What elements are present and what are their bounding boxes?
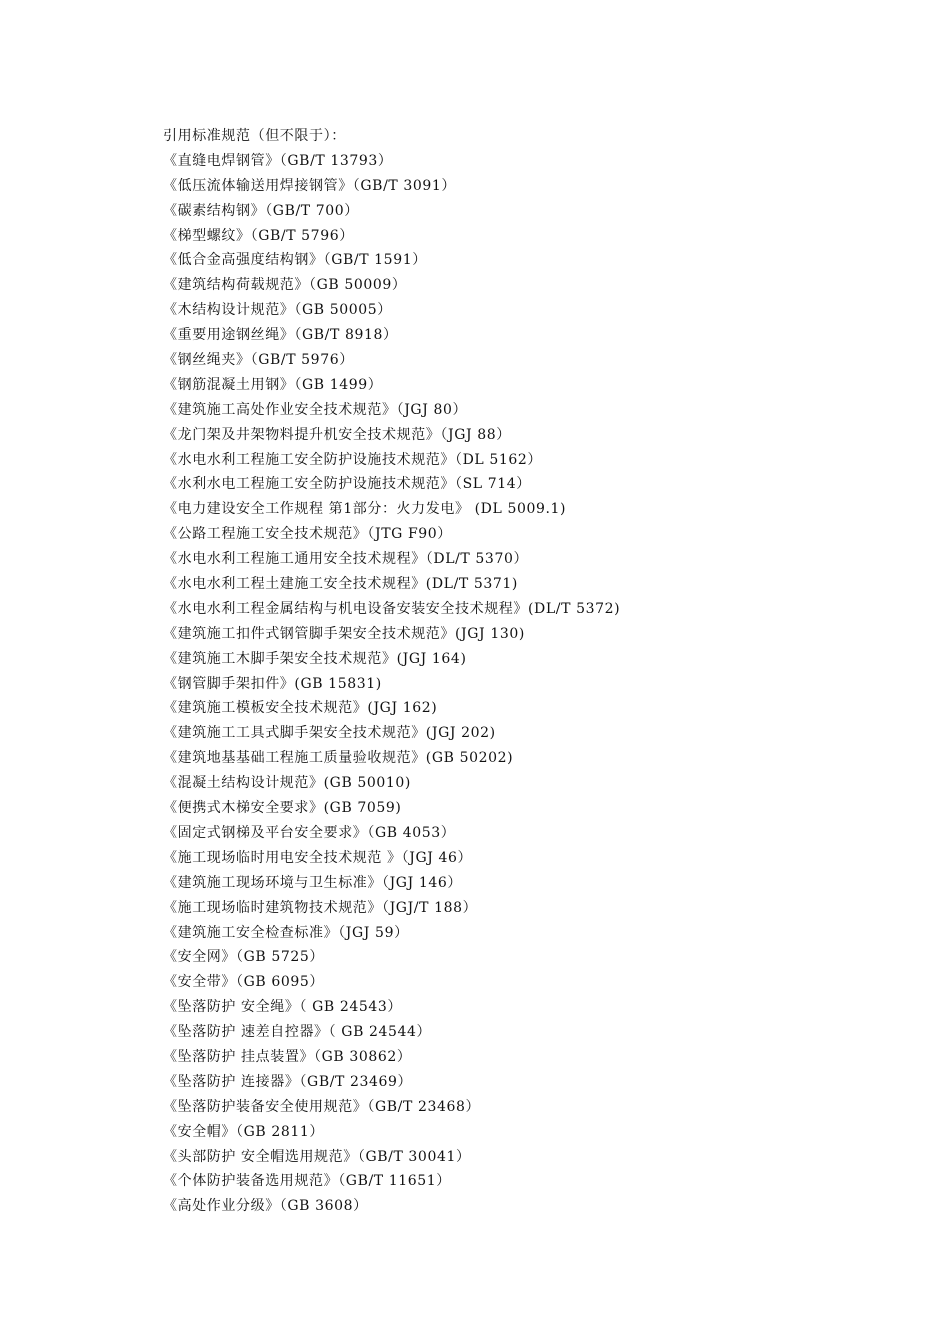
standard-item: 《低压流体输送用焊接钢管》（GB/T 3091） bbox=[163, 177, 457, 194]
standard-item: 《龙门架及井架物料提升机安全技术规范》（JGJ 88） bbox=[163, 426, 511, 443]
standard-item: 《梯型螺纹》（GB/T 5796） bbox=[163, 227, 354, 244]
standard-item: 《碳素结构钢》（GB/T 700） bbox=[163, 202, 359, 219]
standard-item: 《电力建设安全工作规程 第1部分：火力发电》 (DL 5009.1) bbox=[163, 501, 567, 518]
standard-item: 《建筑施工高处作业安全技术规范》（JGJ 80） bbox=[163, 401, 468, 418]
standard-item: 《头部防护 安全帽选用规范》（GB/T 30041） bbox=[163, 1148, 471, 1165]
standard-item: 《公路工程施工安全技术规范》（JTG F90） bbox=[163, 526, 452, 543]
standard-item: 《施工现场临时建筑物技术规范》（JGJ/T 188） bbox=[163, 899, 478, 916]
standard-item: 《固定式钢梯及平台安全要求》（GB 4053） bbox=[163, 824, 456, 841]
standard-item: 《建筑施工工具式脚手架安全技术规范》(JGJ 202) bbox=[163, 725, 496, 742]
standard-item: 《建筑施工木脚手架安全技术规范》(JGJ 164) bbox=[163, 650, 467, 667]
standard-item: 《钢管脚手架扣件》(GB 15831) bbox=[163, 675, 382, 692]
standard-item: 《安全带》（GB 6095） bbox=[163, 974, 324, 991]
standard-item: 《建筑结构荷载规范》（GB 50009） bbox=[163, 277, 407, 294]
standard-item: 《便携式木梯安全要求》(GB 7059) bbox=[163, 800, 402, 817]
standard-item: 《水电水利工程金属结构与机电设备安装安全技术规程》(DL/T 5372) bbox=[163, 600, 621, 617]
standard-item: 《高处作业分级》（GB 3608） bbox=[163, 1198, 368, 1215]
standard-item: 《建筑施工安全检查标准》（JGJ 59） bbox=[163, 924, 409, 941]
standard-item: 《安全帽》（GB 2811） bbox=[163, 1123, 324, 1140]
standard-item: 《木结构设计规范》（GB 50005） bbox=[163, 302, 392, 319]
standard-item: 《水电水利工程土建施工安全技术规程》(DL/T 5371) bbox=[163, 576, 518, 593]
standard-item: 《钢筋混凝土用钢》（GB 1499） bbox=[163, 376, 383, 393]
standard-item: 《低合金高强度结构钢》（GB/T 1591） bbox=[163, 252, 427, 269]
standards-list bbox=[163, 149, 903, 1219]
standard-item: 《建筑施工扣件式钢管脚手架安全技术规范》(JGJ 130) bbox=[163, 625, 525, 642]
standard-item: 《混凝土结构设计规范》(GB 50010) bbox=[163, 775, 411, 792]
section-heading: 引用标准规范（但不限于）： bbox=[163, 128, 346, 144]
standard-item: 《建筑施工模板安全技术规范》(JGJ 162) bbox=[163, 700, 438, 717]
standards-section bbox=[163, 124, 903, 1219]
standard-item: 《坠落防护 挂点装置》（GB 30862） bbox=[163, 1048, 412, 1065]
standard-item: 《重要用途钢丝绳》（GB/T 8918） bbox=[163, 327, 398, 344]
standard-item: 《坠落防护 速差自控器》（ GB 24544） bbox=[163, 1024, 432, 1041]
standard-item: 《水电水利工程施工通用安全技术规程》（DL/T 5370） bbox=[163, 551, 529, 568]
standard-item: 《个体防护装备选用规范》（GB/T 11651） bbox=[163, 1173, 451, 1190]
standard-item: 《施工现场临时用电安全技术规范 》（JGJ 46） bbox=[163, 849, 473, 866]
standard-item: 《坠落防护装备安全使用规范》（GB/T 23468） bbox=[163, 1098, 481, 1115]
standard-item: 《直缝电焊钢管》（GB/T 13793） bbox=[163, 152, 393, 169]
standard-item: 《安全网》（GB 5725） bbox=[163, 949, 324, 966]
standard-item: 《建筑地基基础工程施工质量验收规范》(GB 50202) bbox=[163, 750, 514, 767]
standard-item: 《水电水利工程施工安全防护设施技术规范》（DL 5162） bbox=[163, 451, 542, 468]
standard-item: 《坠落防护 连接器》（GB/T 23469） bbox=[163, 1073, 413, 1090]
standard-item: 《水利水电工程施工安全防护设施技术规范》（SL 714） bbox=[163, 476, 531, 493]
standard-item: 《建筑施工现场环境与卫生标准》（JGJ 146） bbox=[163, 874, 462, 891]
standard-item: 《坠落防护 安全绳》（ GB 24543） bbox=[163, 999, 402, 1016]
standard-item: 《钢丝绳夹》（GB/T 5976） bbox=[163, 352, 354, 369]
